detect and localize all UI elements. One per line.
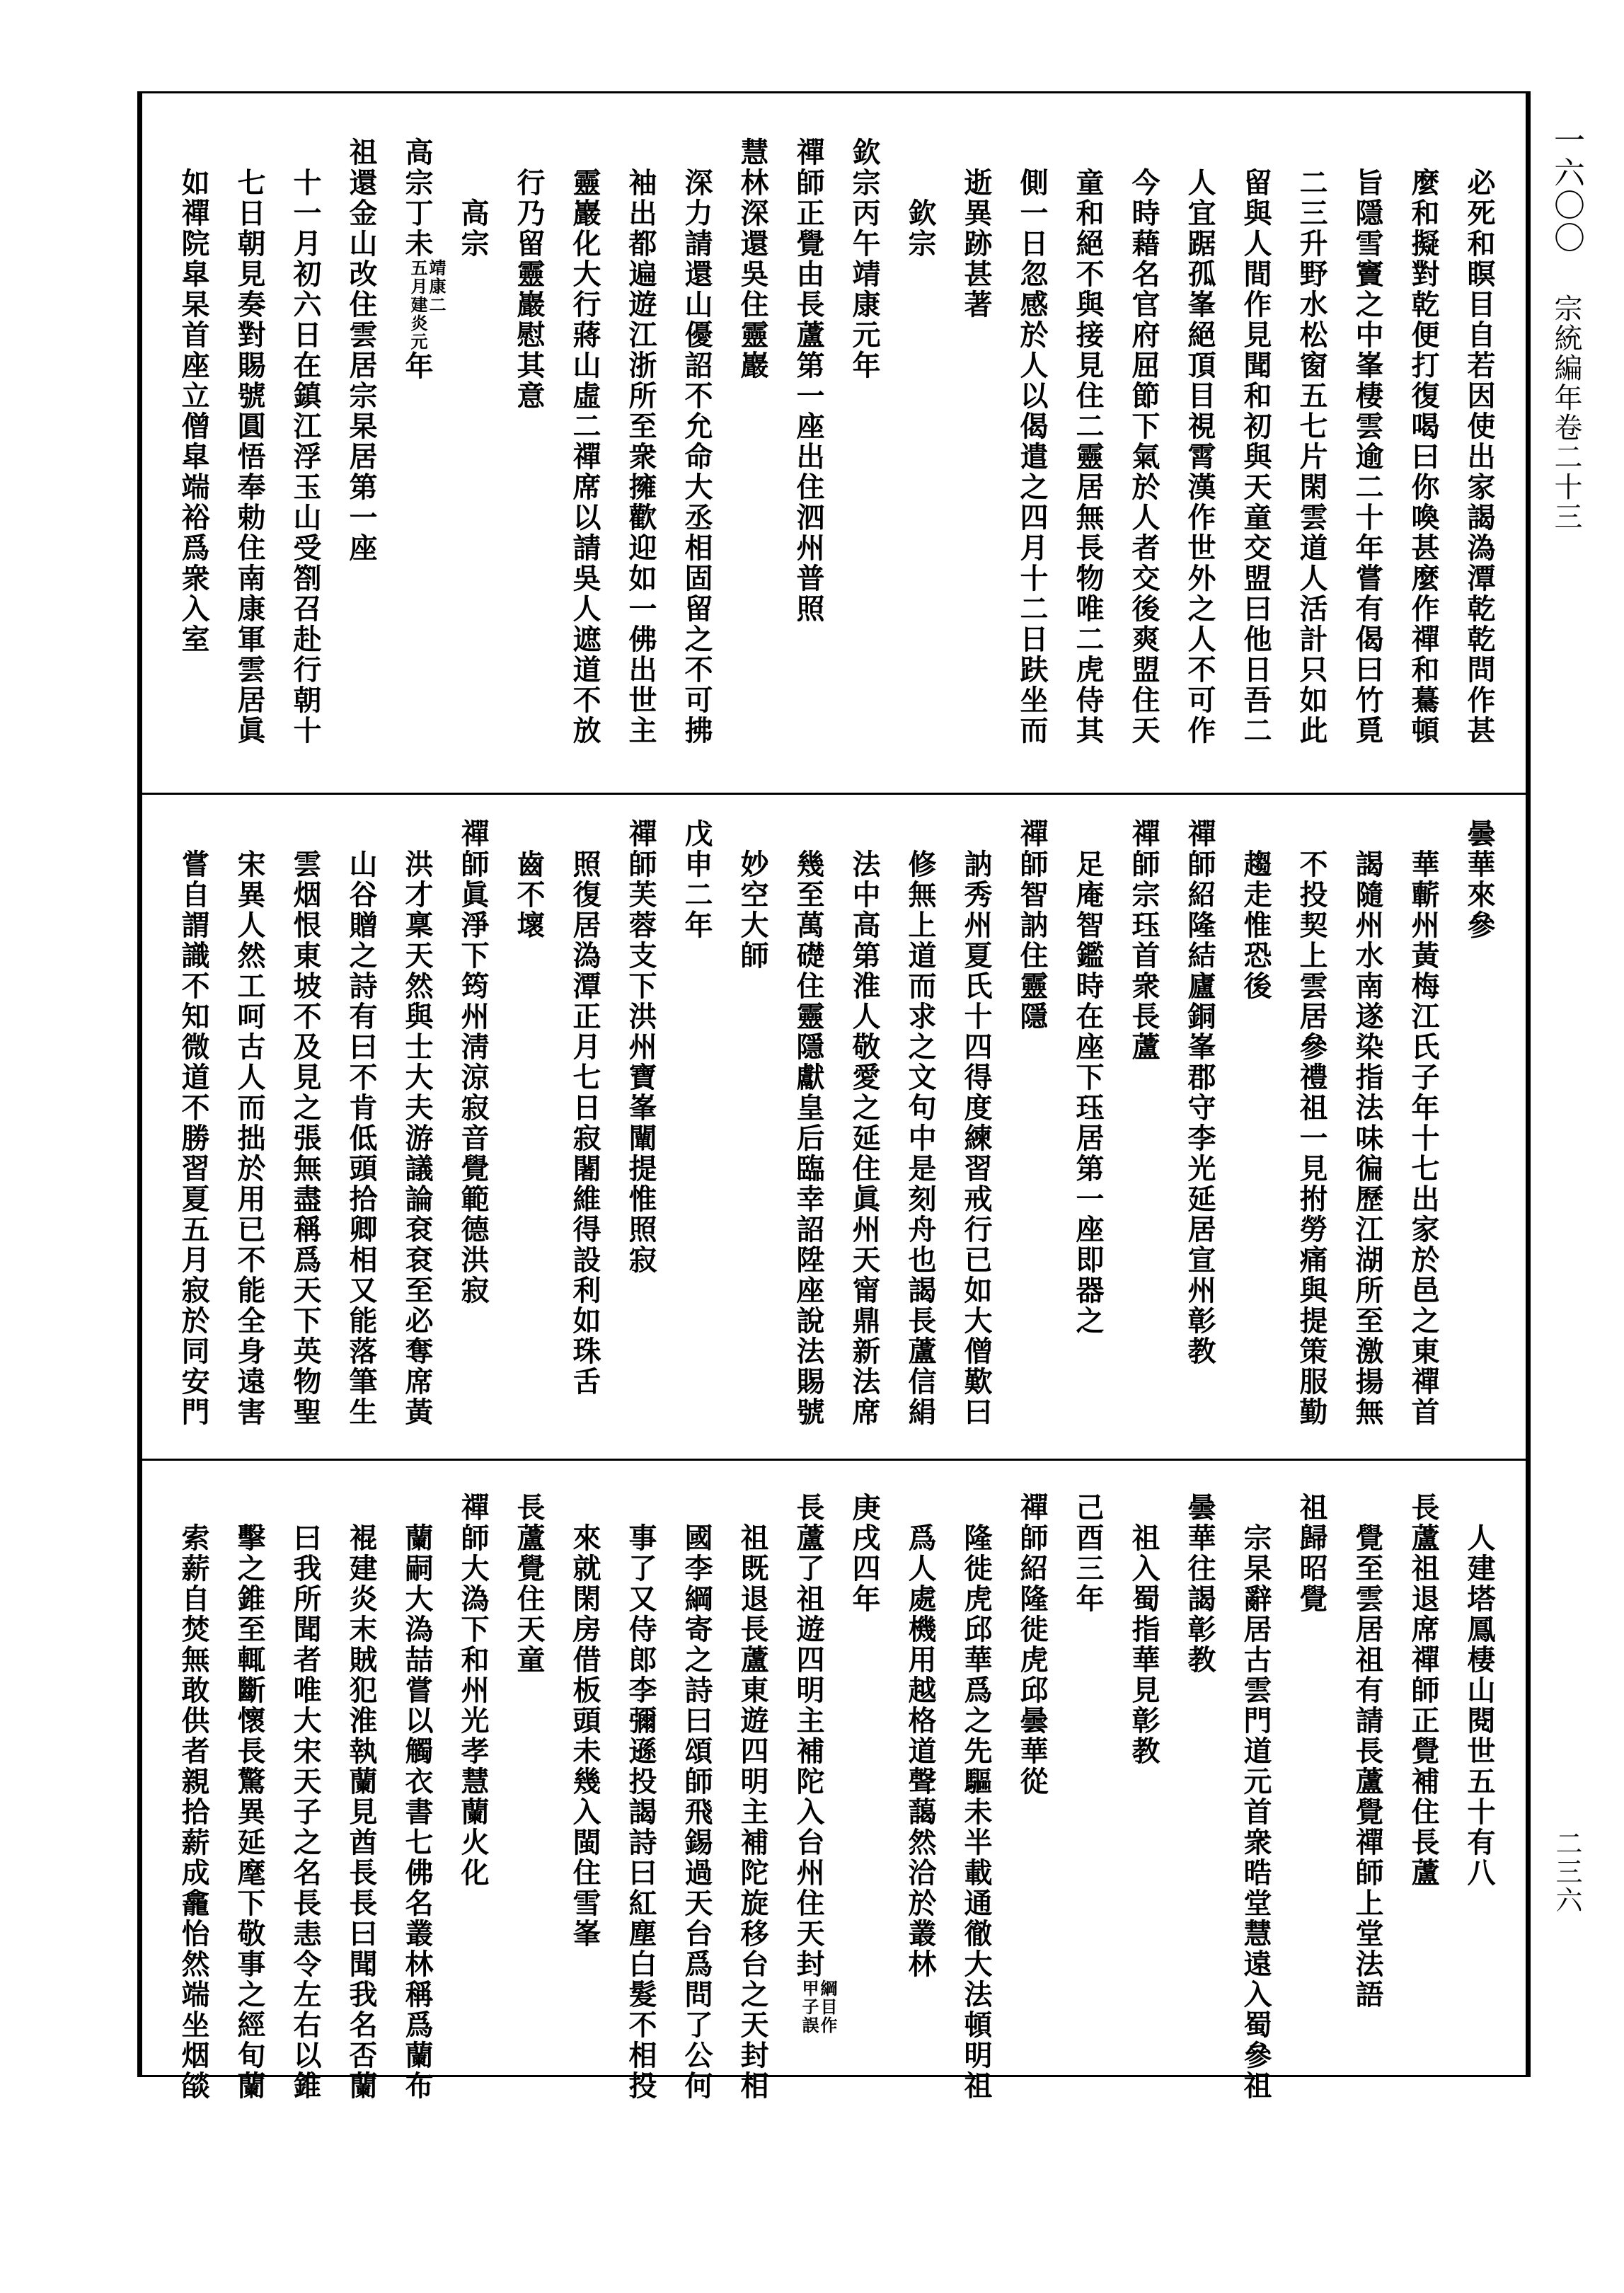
column-text: 事了又侍郎李彌遜投謁詩曰紅塵白髮不相投 (624, 1523, 657, 2101)
text-column (221, 93, 277, 793)
column-text: 雲烟恨東坡不及見之張無盡稱爲天下英物聖 (289, 849, 322, 1427)
entry-heading-column (389, 93, 445, 793)
column-text: 來就閑房借板頭未幾入閩住雪峯 (568, 1523, 601, 1949)
text-column (948, 93, 1004, 793)
column-text: 留與人間作見聞和初與天童交盟曰他日吾二 (1239, 168, 1272, 746)
text-column (781, 795, 836, 1459)
column-text: 今時藉名官府屈節下氣於人者交後爽盟住天 (1127, 168, 1161, 746)
column-text: 禪師大溈下和州光孝慧蘭火化 (456, 1493, 490, 1888)
entry-heading-column (445, 795, 501, 1459)
text-frame (137, 91, 1531, 2101)
entry-heading-column (836, 93, 892, 793)
text-column (501, 795, 557, 1459)
text-column (389, 1461, 445, 2101)
text-column (1116, 93, 1172, 793)
column-text: 麼和擬對乾便打復喝曰你喚甚麼作禪和驀頓 (1407, 168, 1440, 746)
column-text: 行乃留靈巖慰其意 (512, 168, 546, 411)
register-top (142, 93, 1526, 795)
text-column (221, 795, 277, 1459)
column-text: 幾至萬礎住靈隱獻皇后臨幸詔陞座說法賜號 (792, 849, 825, 1427)
entry-heading-column (1395, 1461, 1451, 2075)
entry-heading-column (725, 93, 781, 793)
text-column (1060, 93, 1116, 793)
note-line: 靖康二 (426, 259, 447, 314)
text-column (613, 93, 669, 793)
text-column (669, 1461, 725, 2101)
column-text: 祖還金山改住雲居宗杲居第一座 (345, 137, 378, 563)
column-text: 覺至雲居祖有請長蘆覺禪師上堂法語 (1351, 1523, 1384, 2010)
text-column (836, 795, 892, 1459)
text-column (1340, 93, 1395, 793)
column-text: 華蘄州黃梅江氏子年十七出家於邑之東禪首 (1407, 849, 1440, 1427)
text-column (166, 1461, 221, 2101)
note-line: 甲子誤 (799, 1979, 819, 2035)
entry-heading-column (1172, 795, 1228, 1459)
column-text: 禪師紹隆結廬銅峯郡守李光延居宣州彰教 (1183, 819, 1216, 1367)
text-column (557, 795, 613, 1459)
column-text: 索薪自焚無敢供者親拾薪成龕怡然端坐烟燄 (177, 1523, 210, 2101)
entry-heading-column (1172, 1461, 1228, 2075)
text-column (1284, 795, 1340, 1459)
column-text: 趨走惟恐後 (1239, 849, 1272, 1001)
text-column (1060, 795, 1116, 1459)
column-text: 戊申二年 (680, 819, 713, 941)
page-number: 二三六 (1551, 1829, 1582, 1914)
text-column (892, 1461, 948, 2075)
entry-heading-column (333, 93, 389, 793)
column-text: 七日朝見奏對賜號圓悟奉勅住南康軍雲居眞 (233, 168, 266, 746)
interlinear-note (408, 259, 445, 351)
column-text: 禪師眞淨下筠州淸涼寂音覺範德洪寂 (456, 819, 490, 1306)
column-text: 爲人處機用越格道聲藹然洽於叢林 (904, 1523, 937, 1979)
text-column (1228, 1461, 1284, 2101)
column-text: 人宜踞孤峯絕頂目視霄漢作世外之人不可作 (1183, 168, 1216, 746)
text-column (1228, 93, 1284, 793)
column-text: 嘗自謂識不知微道不勝習夏五月寂於同安門 (177, 849, 210, 1427)
text-column (669, 93, 725, 793)
entry-heading-column (1004, 1461, 1060, 2075)
text-column (277, 1461, 333, 2101)
text-column (557, 93, 613, 793)
note-line: 五月建炎元 (408, 259, 428, 351)
column-text: 曰我所聞者唯大宋天子之名長恚令左右以錐 (289, 1523, 322, 2101)
column-text-after-note: 年 (401, 351, 434, 381)
interlinear-note (800, 1979, 836, 2035)
text-column (613, 1461, 669, 2101)
column-text: 祖既退長蘆東遊四明主補陀旋移台之天封相 (736, 1523, 769, 2101)
column-text: 不投契上雲居參禮祖一見拊勞痛與提策服勤 (1295, 849, 1328, 1427)
text-column (1004, 93, 1060, 793)
column-text: 袖出都遍遊江浙所至衆擁歡迎如一佛出世主 (624, 168, 657, 746)
column-text: 擊之錐至輒斷懷長驚異延麾下敬事之經旬蘭 (233, 1523, 266, 2101)
column-text: 高宗丁未 (401, 137, 434, 259)
text-column (333, 795, 389, 1459)
column-text: 欽宗 (904, 198, 937, 259)
column-text: 宋異人然工呵古人而拙於用已不能全身遠害 (233, 849, 266, 1427)
column-text: 隆徙虎邱華爲之先驅未半載通徹大法頓明祖 (960, 1523, 993, 2101)
column-text: 庚戌四年 (848, 1493, 881, 1614)
column-text: 十一月初六日在鎮江浮玉山受劄召赴行朝十 (289, 168, 322, 746)
entry-heading-column (836, 1461, 892, 2075)
column-text: 祖歸昭覺 (1295, 1493, 1328, 1614)
column-text: 妙空大師 (736, 849, 769, 971)
running-header (1548, 124, 1584, 531)
column-text: 深力請還山優詔不允命大丞相固留之不可拂 (680, 168, 713, 746)
text-column (725, 795, 781, 1459)
column-text: 禪師宗珏首衆長蘆 (1127, 819, 1161, 1062)
entry-heading-column (1284, 1461, 1340, 2075)
column-text: 童和絕不與接見住二靈居無長物唯二虎侍其 (1071, 168, 1105, 746)
entry-heading-column (1451, 795, 1507, 1459)
text-column (1172, 93, 1228, 793)
column-text: 祖入蜀指華見彰教 (1127, 1523, 1161, 1766)
text-column (1340, 795, 1395, 1459)
column-text: 慧林深還吳住靈巖 (736, 137, 769, 381)
text-column (1228, 795, 1284, 1459)
column-text: 禪師芙蓉支下洪州寶峯闡提惟照寂 (624, 819, 657, 1275)
column-text: 長蘆覺住天童 (512, 1493, 546, 1675)
entry-heading-column (1060, 1461, 1116, 2075)
column-text: 裩建炎末賊犯淮執蘭見酋長長曰聞我名否蘭 (345, 1523, 378, 2101)
note-line: 綱目作 (817, 1979, 838, 2035)
column-text: 側一日忽感於人以偈遣之四月十二日趺坐而 (1015, 168, 1049, 746)
text-column (1451, 93, 1507, 793)
column-text: 二三升野水松窗五七片閑雲道人活計只如此 (1295, 168, 1328, 746)
column-text: 蘭嗣大溈喆嘗以觸衣書七佛名叢林稱爲蘭布 (401, 1523, 434, 2101)
entry-heading-column (781, 1461, 836, 2075)
entry-heading-column (501, 1461, 557, 2075)
column-text: 照復居溈潭正月七日寂闍維得設利如珠舌 (568, 849, 601, 1397)
header-volume-title: 宗統編年卷二十三 (1550, 294, 1582, 531)
text-column (277, 795, 333, 1459)
text-column (501, 93, 557, 793)
header-page-number: 一六〇〇 (1548, 124, 1584, 254)
column-text: 洪才稟天然與士大夫游議論袞袞至必奪席黃 (401, 849, 434, 1427)
column-text: 山谷贈之詩有曰不肯低頭拾卿相又能落筆生 (345, 849, 378, 1427)
entry-heading-column (1116, 795, 1172, 1459)
text-column (1340, 1461, 1395, 2075)
reign-heading-column (892, 93, 948, 793)
text-column (1395, 795, 1451, 1459)
column-text: 足庵智鑑時在座下珏居第一座即器之 (1071, 849, 1105, 1336)
column-text: 修無上道而求之文句中是刻舟也謁長蘆信絹 (904, 849, 937, 1427)
text-column (277, 93, 333, 793)
column-text: 必死和瞑目自若因使出家謁溈潭乾乾問作甚 (1463, 168, 1496, 746)
register-bottom (142, 1461, 1526, 2101)
column-text: 禪師紹隆徙虎邱曇華從 (1015, 1493, 1049, 1797)
text-column (725, 1461, 781, 2101)
column-text: 長蘆祖退席禪師正覺補住長蘆 (1407, 1493, 1440, 1888)
entry-heading-column (613, 795, 669, 1459)
column-text: 曇華往謁彰教 (1183, 1493, 1216, 1675)
text-column (166, 795, 221, 1459)
entry-heading-column (669, 795, 725, 1459)
reign-heading-column (445, 93, 501, 793)
entry-heading-column (781, 93, 836, 793)
text-column (166, 93, 221, 793)
column-text: 高宗 (456, 198, 490, 259)
column-text: 禪師智訥住靈隱 (1015, 819, 1049, 1032)
text-column (1116, 1461, 1172, 2075)
column-text: 齒不壞 (512, 849, 546, 941)
text-column (1451, 1461, 1507, 2075)
column-text: 宗杲辭居古雲門道元首衆晧堂慧遠入蜀參祖 (1239, 1523, 1272, 2101)
text-column (557, 1461, 613, 2075)
column-text: 旨隱雪竇之中峯棲雲逾二十年嘗有偈曰竹覓 (1351, 168, 1384, 746)
column-text: 曇華來參 (1463, 819, 1496, 941)
register-middle (142, 795, 1526, 1461)
column-text: 國李綱寄之詩曰頌師飛錫過天台爲問了公何 (680, 1523, 713, 2101)
text-column (1284, 93, 1340, 793)
text-column (221, 1461, 277, 2101)
entry-heading-column (445, 1461, 501, 2075)
column-text: 欽宗丙午靖康元年 (848, 137, 881, 381)
text-column (948, 795, 1004, 1459)
column-text: 禪師正覺由長蘆第一座出住泗州普照 (792, 137, 825, 624)
text-column (333, 1461, 389, 2101)
text-column (892, 795, 948, 1459)
column-text: 己酉三年 (1071, 1493, 1105, 1614)
column-text: 訥秀州夏氏十四得度練習戒行已如大僧歎曰 (960, 849, 993, 1427)
column-text: 靈巖化大行蔣山虛二禪席以請吳人遮道不放 (568, 168, 601, 746)
column-text: 如禪院皐杲首座立僧皐端裕爲衆入室 (177, 168, 210, 655)
column-text: 法中高第淮人敬愛之延住眞州天甯鼎新法席 (848, 849, 881, 1427)
text-column (389, 795, 445, 1459)
column-text: 逝異跡甚著 (960, 168, 993, 320)
text-column (1395, 93, 1451, 793)
entry-heading-column (1004, 795, 1060, 1459)
column-text: 人建塔鳳棲山閱世五十有八 (1463, 1523, 1496, 1888)
column-text: 長蘆了祖遊四明主補陀入台州住天封 (792, 1493, 825, 1979)
text-column (948, 1461, 1004, 2101)
column-text: 謁隨州水南遂染指法味徧歷江湖所至激揚無 (1351, 849, 1384, 1427)
